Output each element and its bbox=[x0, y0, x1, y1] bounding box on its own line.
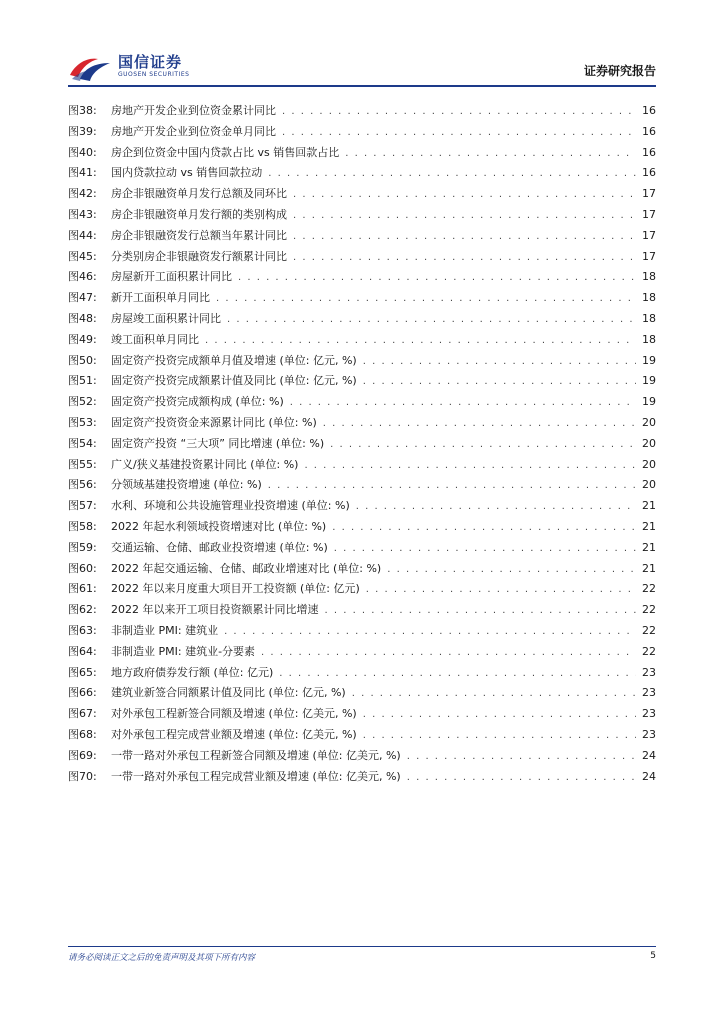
dot-leader bbox=[334, 539, 636, 560]
dot-leader bbox=[332, 518, 636, 539]
dot-leader bbox=[293, 227, 636, 248]
figure-title: 房企非银融资发行总额当年累计同比 bbox=[111, 228, 287, 242]
dot-leader bbox=[282, 102, 636, 123]
dot-leader bbox=[387, 560, 636, 581]
figure-page-number: 23 bbox=[642, 665, 656, 679]
toc-entry[interactable] bbox=[68, 247, 656, 268]
figure-number: 图62: bbox=[68, 603, 97, 617]
figure-number: 图42: bbox=[68, 187, 97, 201]
toc-entry[interactable] bbox=[68, 371, 656, 392]
figure-title: 非制造业 PMI: 建筑业-分要素 bbox=[111, 644, 256, 658]
figure-page-number: 22 bbox=[642, 582, 656, 596]
figure-number: 图64: bbox=[68, 644, 97, 658]
toc-entry[interactable] bbox=[68, 683, 656, 704]
figure-page-number: 21 bbox=[642, 519, 656, 533]
figure-number: 图41: bbox=[68, 166, 97, 180]
toc-entry[interactable] bbox=[68, 351, 656, 372]
figure-number: 图61: bbox=[68, 582, 97, 596]
dot-leader bbox=[345, 144, 636, 165]
toc-entry[interactable] bbox=[68, 746, 656, 767]
dot-leader bbox=[330, 435, 636, 456]
figure-title: 一带一路对外承包工程完成营业额及增速 (单位: 亿美元, %) bbox=[111, 769, 401, 783]
figure-title: 房屋竣工面积累计同比 bbox=[111, 311, 221, 325]
figure-page-number: 21 bbox=[642, 499, 656, 513]
toc-entry[interactable] bbox=[68, 455, 656, 476]
dot-leader bbox=[216, 289, 636, 310]
figure-page-number: 23 bbox=[642, 707, 656, 721]
figure-number: 图67: bbox=[68, 707, 97, 721]
figure-page-number: 16 bbox=[642, 104, 656, 117]
figure-page-number: 20 bbox=[642, 457, 656, 471]
dot-leader bbox=[304, 456, 636, 477]
figure-title: 2022 年以来月度重大项目开工投资额 (单位: 亿元) bbox=[111, 582, 360, 596]
figure-page-number: 18 bbox=[642, 270, 656, 284]
dot-leader bbox=[293, 248, 636, 269]
figure-title: 交通运输、仓储、邮政业投资增速 (单位: %) bbox=[111, 540, 328, 554]
report-type-label: 证券研究报告 bbox=[583, 64, 656, 78]
figure-title: 2022 年起交通运输、仓储、邮政业增速对比 (单位: %) bbox=[111, 561, 382, 575]
toc-entry[interactable] bbox=[68, 184, 656, 205]
figure-number: 图45: bbox=[68, 249, 97, 263]
figure-title: 一带一路对外承包工程新签合同额及增速 (单位: 亿美元, %) bbox=[111, 748, 401, 762]
figure-page-number: 19 bbox=[642, 374, 656, 388]
toc-entry[interactable] bbox=[68, 205, 656, 226]
dot-leader bbox=[290, 393, 636, 414]
dot-leader bbox=[227, 310, 636, 331]
toc-entry[interactable] bbox=[68, 621, 656, 642]
figure-number: 图66: bbox=[68, 686, 97, 700]
figure-title: 房企非银融资单月发行额的类别构成 bbox=[111, 207, 287, 221]
toc-entry[interactable] bbox=[68, 434, 656, 455]
dot-leader bbox=[363, 705, 636, 726]
dot-leader bbox=[268, 164, 636, 185]
figure-page-number: 24 bbox=[642, 748, 656, 762]
figure-page-number: 20 bbox=[642, 415, 656, 429]
toc-entry[interactable] bbox=[68, 143, 656, 164]
toc-entry[interactable] bbox=[68, 226, 656, 247]
dot-leader bbox=[293, 185, 636, 206]
toc-entry[interactable] bbox=[68, 101, 656, 122]
figure-title: 国内贷款拉动 vs 销售回款拉动 bbox=[111, 166, 263, 180]
dot-leader bbox=[323, 414, 636, 435]
toc-entry[interactable] bbox=[68, 704, 656, 725]
figure-page-number: 22 bbox=[642, 644, 656, 658]
toc-entry[interactable] bbox=[68, 663, 656, 684]
figure-number: 图40: bbox=[68, 145, 97, 159]
figure-title: 房地产开发企业到位资金单月同比 bbox=[111, 124, 276, 138]
figure-number: 图53: bbox=[68, 415, 97, 429]
dot-leader bbox=[363, 726, 636, 747]
figure-page-number: 17 bbox=[642, 249, 656, 263]
dot-leader bbox=[205, 331, 636, 352]
figure-title: 房屋新开工面积累计同比 bbox=[111, 270, 232, 284]
figure-title: 房地产开发企业到位资金累计同比 bbox=[111, 104, 276, 117]
toc-entry[interactable] bbox=[68, 767, 656, 788]
figure-number: 图44: bbox=[68, 228, 97, 242]
dot-leader bbox=[407, 768, 636, 789]
figure-title: 分类别房企非银融资发行额累计同比 bbox=[111, 249, 287, 263]
figure-number: 图38: bbox=[68, 104, 97, 117]
figure-number: 图39: bbox=[68, 124, 97, 138]
toc-entry[interactable] bbox=[68, 642, 656, 663]
figure-page-number: 19 bbox=[642, 353, 656, 367]
figure-title: 房企非银融资单月发行总额及同环比 bbox=[111, 187, 287, 201]
toc-entry[interactable] bbox=[68, 330, 656, 351]
figure-number: 图46: bbox=[68, 270, 97, 284]
toc-entry[interactable] bbox=[68, 496, 656, 517]
dot-leader bbox=[268, 476, 636, 497]
figure-page-number: 17 bbox=[642, 228, 656, 242]
logo-chinese-name: 国信证券 bbox=[118, 52, 183, 71]
figure-title: 固定资产投资 “三大项” 同比增速 (单位: %) bbox=[111, 436, 325, 450]
figure-number: 图50: bbox=[68, 353, 97, 367]
figure-page-number: 23 bbox=[642, 727, 656, 741]
figure-title: 水利、环境和公共设施管理业投资增速 (单位: %) bbox=[111, 499, 350, 513]
figure-number: 图54: bbox=[68, 436, 97, 450]
figure-page-number: 18 bbox=[642, 291, 656, 305]
page-header bbox=[68, 50, 656, 84]
figure-page-number: 23 bbox=[642, 686, 656, 700]
figure-title: 非制造业 PMI: 建筑业 bbox=[111, 623, 219, 637]
toc-entry[interactable] bbox=[68, 392, 656, 413]
figure-page-number: 18 bbox=[642, 311, 656, 325]
figure-page-number: 21 bbox=[642, 540, 656, 554]
figure-page-number: 16 bbox=[642, 166, 656, 180]
figure-page-number: 21 bbox=[642, 561, 656, 575]
figure-title: 对外承包工程新签合同额及增速 (单位: 亿美元, %) bbox=[111, 707, 357, 721]
figure-number: 图63: bbox=[68, 623, 97, 637]
dot-leader bbox=[407, 747, 636, 768]
figure-title: 广义/狭义基建投资累计同比 (单位: %) bbox=[111, 457, 299, 471]
figure-title: 分领域基建投资增速 (单位: %) bbox=[111, 478, 262, 492]
dot-leader bbox=[293, 206, 636, 227]
dot-leader bbox=[363, 352, 636, 373]
dot-leader bbox=[352, 684, 636, 705]
figure-number: 图49: bbox=[68, 332, 97, 346]
toc-entry[interactable] bbox=[68, 122, 656, 143]
dot-leader bbox=[261, 643, 636, 664]
footer-disclaimer: 请务必阅读正文之后的免责声明及其项下所有内容 bbox=[68, 953, 256, 963]
figure-number: 图58: bbox=[68, 519, 97, 533]
page-number: 5 bbox=[650, 951, 656, 961]
figure-page-number: 20 bbox=[642, 478, 656, 492]
figure-number: 图47: bbox=[68, 291, 97, 305]
dot-leader bbox=[282, 123, 636, 144]
figure-page-number: 16 bbox=[642, 145, 656, 159]
toc-entry[interactable] bbox=[68, 413, 656, 434]
figure-number: 图56: bbox=[68, 478, 97, 492]
figure-number: 图43: bbox=[68, 207, 97, 221]
figure-number: 图69: bbox=[68, 748, 97, 762]
figure-number: 图60: bbox=[68, 561, 97, 575]
figure-title: 固定资产投资资金来源累计同比 (单位: %) bbox=[111, 415, 317, 429]
toc-entry[interactable] bbox=[68, 309, 656, 330]
figure-number: 图59: bbox=[68, 540, 97, 554]
figure-page-number: 18 bbox=[642, 332, 656, 346]
footer-divider bbox=[68, 946, 656, 947]
figure-number: 图65: bbox=[68, 665, 97, 679]
figure-page-number: 17 bbox=[642, 207, 656, 221]
figure-number: 图70: bbox=[68, 769, 97, 783]
figure-number: 图68: bbox=[68, 727, 97, 741]
figure-title: 2022 年起水利领域投资增速对比 (单位: %) bbox=[111, 519, 327, 533]
figure-page-number: 22 bbox=[642, 603, 656, 617]
figure-number: 图55: bbox=[68, 457, 97, 471]
toc-entry[interactable] bbox=[68, 559, 656, 580]
toc-entry[interactable] bbox=[68, 267, 656, 288]
figure-list bbox=[68, 101, 656, 787]
figure-page-number: 20 bbox=[642, 436, 656, 450]
toc-entry[interactable] bbox=[68, 288, 656, 309]
company-logo bbox=[68, 50, 189, 82]
figure-title: 对外承包工程完成营业额及增速 (单位: 亿美元, %) bbox=[111, 727, 357, 741]
figure-title: 地方政府债券发行额 (单位: 亿元) bbox=[111, 665, 274, 679]
figure-page-number: 16 bbox=[642, 124, 656, 138]
figure-number: 图51: bbox=[68, 374, 97, 388]
figure-number: 图57: bbox=[68, 499, 97, 513]
dot-leader bbox=[363, 372, 636, 393]
toc-entry[interactable] bbox=[68, 600, 656, 621]
figure-title: 固定资产投资完成额单月值及增速 (单位: 亿元, %) bbox=[111, 353, 357, 367]
figure-title: 建筑业新签合同额累计值及同比 (单位: 亿元, %) bbox=[111, 686, 346, 700]
figure-number: 图52: bbox=[68, 395, 97, 409]
dot-leader bbox=[356, 497, 636, 518]
figure-title: 竣工面积单月同比 bbox=[111, 332, 199, 346]
logo-english-name: GUOSEN SECURITIES bbox=[118, 70, 190, 78]
toc-entry[interactable] bbox=[68, 517, 656, 538]
figure-page-number: 24 bbox=[642, 769, 656, 783]
figure-title: 固定资产投资完成额构成 (单位: %) bbox=[111, 395, 284, 409]
figure-page-number: 17 bbox=[642, 187, 656, 201]
figure-title: 2022 年以来开工项目投资额累计同比增速 bbox=[111, 603, 319, 617]
dot-leader bbox=[325, 601, 637, 622]
figure-page-number: 19 bbox=[642, 395, 656, 409]
dot-leader bbox=[224, 622, 636, 643]
toc-entry[interactable] bbox=[68, 579, 656, 600]
toc-entry[interactable] bbox=[68, 475, 656, 496]
header-divider bbox=[68, 85, 656, 87]
figure-page-number: 22 bbox=[642, 623, 656, 637]
dot-leader bbox=[366, 580, 636, 601]
toc-entry[interactable] bbox=[68, 538, 656, 559]
guosen-logo-icon bbox=[68, 51, 112, 81]
figure-title: 房企到位资金中国内贷款占比 vs 销售回款占比 bbox=[111, 145, 340, 159]
figure-title: 固定资产投资完成额累计值及同比 (单位: 亿元, %) bbox=[111, 374, 357, 388]
toc-entry[interactable] bbox=[68, 163, 656, 184]
dot-leader bbox=[238, 268, 636, 289]
dot-leader bbox=[279, 664, 636, 685]
figure-title: 新开工面积单月同比 bbox=[111, 291, 210, 305]
figure-number: 图48: bbox=[68, 311, 97, 325]
toc-entry[interactable] bbox=[68, 725, 656, 746]
